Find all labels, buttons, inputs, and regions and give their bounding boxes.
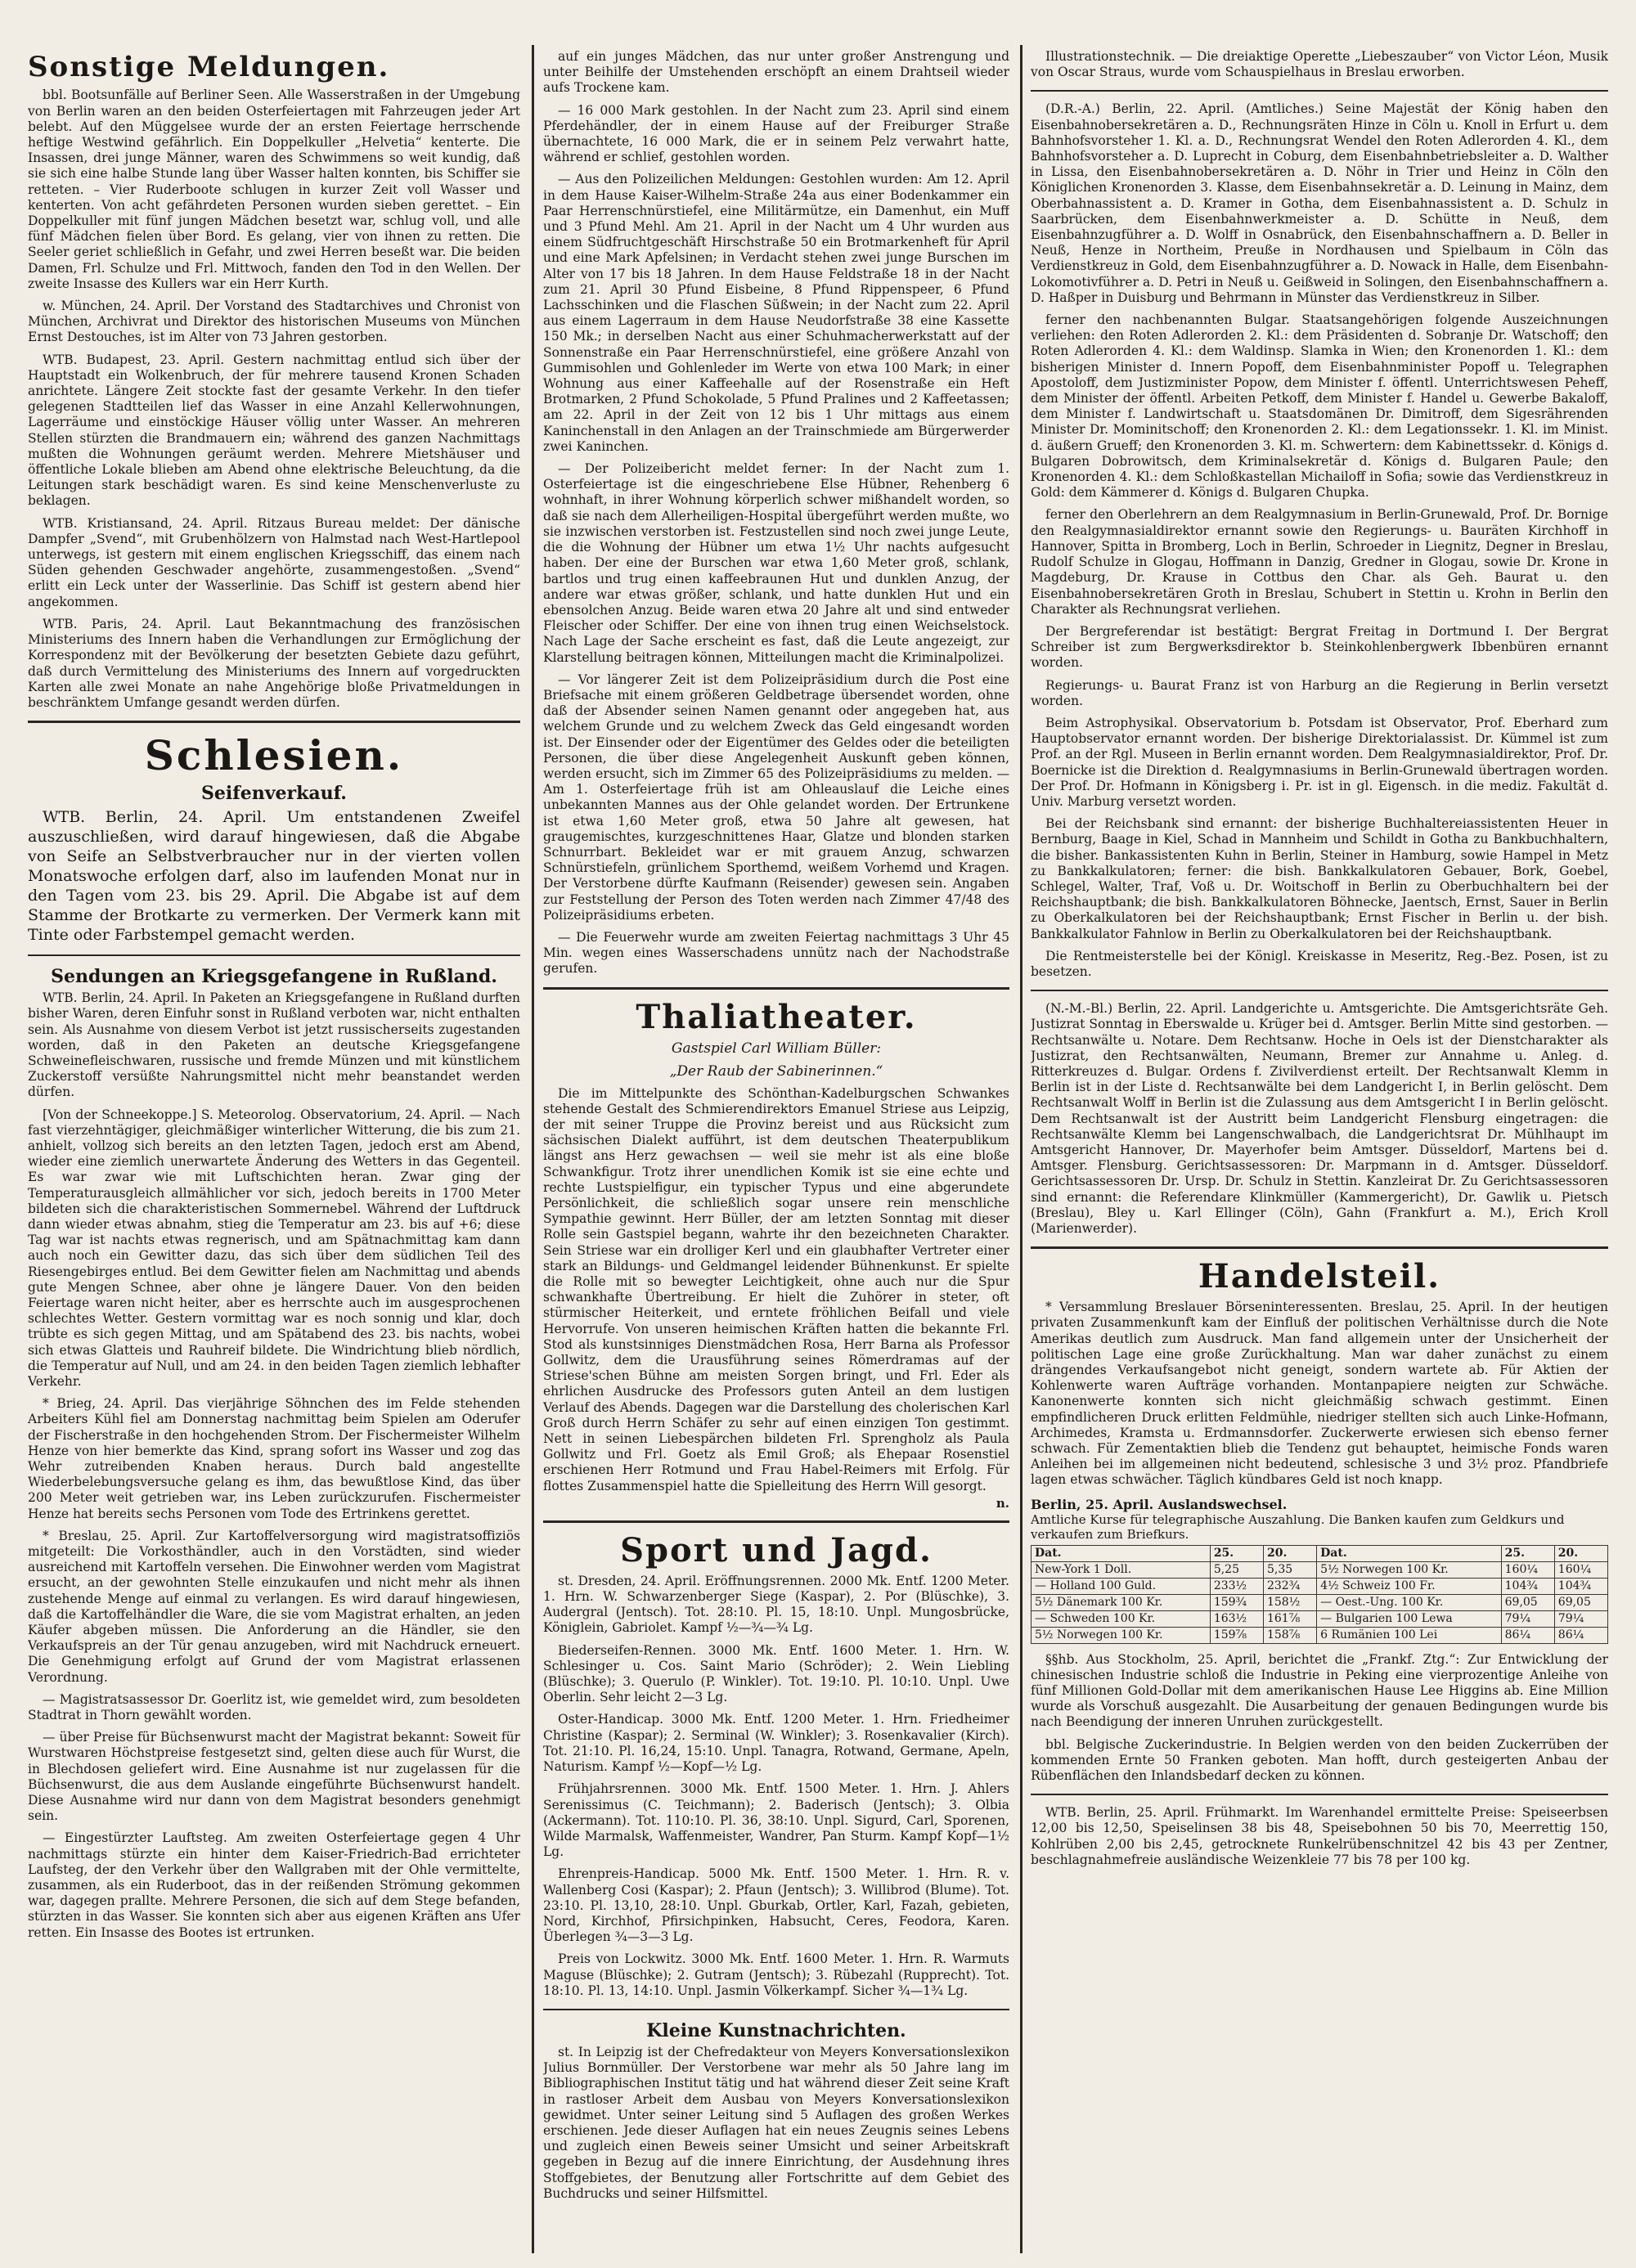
exchange-rates-table — [1031, 1545, 1608, 1644]
article: WTB. Budapest, 23. April. Gestern nachmittag entlud sich über der Hauptstadt ein Wolkenbruch, der für mehrere tausend Kronen Schaden anrichtete. Längere Zeit stockte fast der gesamte Verkehr. In den tiefer gelegenen Stadtteilen lief das Wasser in eine Anzahl Kellerwohnungen, Lagerräume und einstöckige Häuser völlig unter Wasser. An mehreren Stellen stürzten die Brandmauern ein; während des ganzen Nachmittags mußten die Wohnungen geräumt werden. Mehrere Mietshäuser und öffentliche Lokale blieben am Abend ohne elektrische Beleuchtung, da die Leitungen stark beschädigt waren. Es sind keine Menschenverluste zu beklagen. — [28, 352, 520, 509]
section-divider — [543, 1520, 1009, 1523]
table-cell: 86¼ — [1554, 1627, 1607, 1643]
column-2 — [543, 49, 1009, 2257]
author-signature: n. — [996, 1495, 1009, 1511]
race-result: Preis von Lockwitz. 3000 Mk. Entf. 1600 Meter. 1. Hrn. R. Warmuts Maguse (Blüschke); 2. Gutram (Jentsch); 3. Rübezahl (Rupprecht). Tot. 18:10. Pl. 13, 14:10. Unpl. Jasmin Völkerkampf. Sicher ¾—1¾ Lg. — [543, 1951, 1009, 1998]
article: — 16 000 Mark gestohlen. In der Nacht zum 23. April sind einem Pferdehändler, der in einem Hause auf der Freiburger Straße übernachtete, 16 000 Mark, die er in seinem Pelz verwahrt hatte, während er schlief, gestohlen worden. — [543, 102, 1009, 165]
table-cell: 163½ — [1210, 1610, 1263, 1627]
table-cell: 160¼ — [1501, 1561, 1554, 1578]
column-rule — [532, 45, 534, 2253]
article: — Eingestürzter Lauftsteg. Am zweiten Osterfeiertage gegen 4 Uhr nachmittags stürzte ein hinter dem Kaiser-Friedrich-Bad errichteter Laufsteg, der den Verkehr über den Wallgraben mit der Ohle vermittelte, zusammen, als ein Ruderboot, das in der reißenden Strömung gekommen war, dagegen prallte. Mehrere Personen, die sich auf dem Stege befanden, stürzten in das Wasser. Sie konnten sich aber aus eigenen Kräften ans Ufer retten. Ein Insasse des Bootes ist ertrunken. — [28, 1830, 520, 1940]
table-cell: 5,35 — [1263, 1561, 1316, 1578]
article: WTB. Berlin, 25. April. Frühmarkt. Im Warenhandel ermittelte Preise: Speiseerbsen 12,00 bis 12,50, Speiselinsen 38 bis 48, Speisebohnen 50 bis 70, Meerrettig 150, Kohlrüben 2,00 bis 2,45, getrocknete Runkelrübenschnitzel 42 bis 43 per Zentner, beschlagnahmefreie ausländische Weizenkleie 77 bis 78 per 100 kg. — [1031, 1805, 1608, 1867]
article: auf ein junges Mädchen, das nur unter großer Anstrengung und unter Beihilfe der Umstehenden erschöpft an einem Drahtseil wieder aufs Trockene kam. — [543, 49, 1009, 96]
table-cell: 5,25 — [1210, 1561, 1263, 1578]
table-cell: New-York 1 Doll. — [1031, 1561, 1211, 1578]
table-row — [1031, 1594, 1608, 1610]
article: * Breslau, 25. April. Zur Kartoffelversorgung wird magistratsoffiziös mitgeteilt: Die Vorkosthändler, auch in den Vorstädten, sind wieder ausreichend mit Kartoffeln versehen. Die Einwohner werden vom Magistrat ersucht, an der gewohnten Stelle einzukaufen und nicht mehr als ihnen zustehende Menge auf einmal zu verlangen. Es wird darauf hingewiesen, daß die Kartoffelhändler die Ware, die sie vom Magistrat erhalten, an jeden Käufer abgeben müssen. Die Anforderung an die Händler, sie den Verkaufspreis an der Tür genau anzugeben, wird mit Nachdruck erneuert. Die Genehmigung erfolgt auf Grund der vom Magistrat erlassenen Verordnung. — [28, 1528, 520, 1685]
article: — Der Polizeibericht meldet ferner: In der Nacht zum 1. Osterfeiertage ist die eingeschriebene Else Hübner, Rehenberg 6 wohnhaft, in ihrer Wohnung körperlich schwer mißhandelt worden, so daß sie nach dem Allerheiligen-Hospital übergeführt werden mußte, wo sie inzwischen verstorben ist. Festzustellen sind noch zwei junge Leute, die die Wohnung der Hübner um etwa 1½ Uhr nachts aufgesucht haben. Der eine der Burschen war etwa 1,60 Meter groß, schlank, bartlos und trug einen kaffeebraunen Hut und dunklen Anzug, der andere war etwas größer, schlank, und hatte dunklen Hut und ein ebensolchen Anzug. Beide waren etwa 20 Jahre alt und sind entweder Fleischer oder Schiffer. Der eine von ihnen trug einen Weichselstock. Nach Lage der Sache erscheint es fast, daß die Leute angezeigt, zur Klarstellung beitragen können, Mitteilungen macht die Kriminalpolizei. — [543, 461, 1009, 665]
thalia-play-title: „Der Raub der Sabinerinnen.“ — [669, 1062, 883, 1080]
table-cell: 5½ Dänemark 100 Kr. — [1031, 1594, 1211, 1610]
race-result: Ehrenpreis-Handicap. 5000 Mk. Entf. 1500 Meter. 1. Hrn. R. v. Wallenberg Cosi (Kaspar); 2. Pfaun (Jentsch); 3. Willibrod (Blume). Tot. 23:10. Pl. 13,10, 28:10. Unpl. Gburkab, Ortler, Karl, Fazah, gebieten, Nord, Kirchhof, Pfirsichpinken, Habsucht, Ceres, Feodora, Karen. Überlegen ¾—3—3 Lg. — [543, 1866, 1009, 1945]
article: — Vor längerer Zeit ist dem Polizeipräsidium durch die Post eine Briefsache mit einem größeren Geldbetrage übersendet worden, ohne daß der Absender seinen Namen genannt oder angegeben hat, aus welchem Grunde und zu welchem Zweck das Geld eingesandt worden ist. Der Einsender oder der Eigentümer des Geldes oder die beteiligten Personen, die über diese Angelegenheit Auskunft geben können, werden ersucht, sich im Zimmer 65 des Polizeipräsidiums zu melden. — Am 1. Osterfeiertage früh ist am Ohleauslauf die Leiche eines unbekannten Mannes aus der Ohle gelandet worden. Der Ertrunkene ist etwa 1,60 Meter groß, etwa 50 Jahre alt gewesen, hat graugemischtes, kurzgeschnittenes Haar, Glatze und blonden starken Schnurrbart. Bekleidet war er mit grauem Anzug, schwarzen Schnürstiefeln, grünlichem Sporthemd, weißem Vorhemd und Kragen. Der Verstorbene dürfte Kaufmann (Reisender) gewesen sein. Angaben zur Feststellung der Person des Toten werden nach Zimmer 47/48 des Polizeipräsidiums erbeten. — [543, 671, 1009, 923]
article: Der Bergreferendar ist bestätigt: Bergrat Freitag in Dortmund I. Der Bergrat Schreiber ist zum Bergwerksdirektor b. Steinkohlenbergwerk Ibbenbüren ernannt worden. — [1031, 623, 1608, 671]
table-row — [1031, 1578, 1608, 1594]
column-1 — [28, 49, 520, 2257]
table-cell: 104¾ — [1554, 1578, 1607, 1594]
column-header: 25. — [1210, 1545, 1263, 1561]
column-rule — [1020, 45, 1022, 2253]
article: — Aus den Polizeilichen Meldungen: Gestohlen wurden: Am 12. April in dem Hause Kaiser-Wilhelm-Straße 24a aus einer Bodenkammer ein Paar Herrenschnürstiefel, eine Militärmütze, ein Damenhut, ein Muff und 3 Pfund Mehl. Am 21. April in der Nacht um 4 Uhr wurden aus einem Südfruchtgeschäft Hirschstraße 50 ein Brotmarkenheft für April und eine Mark Apfelsinen; in Verdacht stehen zwei junge Burschen im Alter von 17 bis 18 Jahren. In dem Hause Feldstraße 18 in der Nacht zum 21. April 30 Pfund Eisbeine, 8 Pfund Rippenspeer, 6 Pfund Lachsschinken und die Flaschen Süßwein; in der Nacht zum 22. April aus einem Lagerraum in dem Hause Neudorfstraße 38 eine Kassette 150 Mk.; in derselben Nacht aus einer Schuhmacherwerkstatt auf der Sonnenstraße ein Paar Herrenschnürstiefel, eine größere Anzahl von Gummisohlen und Gohlenleder im Werte von etwa 100 Mark; in einer Wohnung aus einer Kaffeehalle auf der Rosenstraße ein Heft Brotmarken, 2 Pfund Schokolade, 5 Pfund Pralines und 2 Kaffeetassen; am 22. April in der Zeit von 12 bis 1 Uhr mittags aus einem Kaninchenstall in den Anlagen an der Trainschmiede am Bürgerwerder zwei Kaninchen. — [543, 172, 1009, 454]
table-cell: — Holland 100 Guld. — [1031, 1578, 1211, 1594]
article: ferner den nachbenannten Bulgar. Staatsangehörigen folgende Auszeichnungen verliehen: den Roten Adlerorden 2. Kl.: dem Präsidenten d. Sobranje Dr. Watschoff; den Roten Adlerorden 4. Kl.: dem Waldinsp. Slamka in Wien; den Kronenorden 1. Kl.: dem bisherigen Minister d. Innern Popoff, dem Eisenbahnminister Popoff u. Telegraphen Apostoloff, dem Justizminister Popow, dem Minister f. öffentl. Unterrichtswesen Peheff, dem Minister der öffentl. Arbeiten Petkoff, dem Minister f. Handel u. Gewerbe Bakaloff, dem Minister f. Landwirtschaft u. Staatsdomänen Dr. Dimitroff, dem Sigesrährenden Minister Dr. Mominitschoff; den Kronenorden 2. Kl.: dem Legationssekr. 1. Kl. im Minist. d. äußern Grueff; den Kronenorden 3. Kl. m. Schwertern: dem Kabinettssekr. d. Königs d. Bulgaren Dobrowitsch, dem Kriminalsekretär d. Königs d. Bulgaren Paule; den Kronenorden 4. Kl.: dem Schloßkastellan Michailoff in Sofia; sowie das Verdienstkreuz in Gold: dem Kämmerer d. Königs d. Bulgaren Chupka. — [1031, 312, 1608, 501]
table-cell: 233½ — [1210, 1578, 1263, 1594]
table-cell: 104¾ — [1501, 1578, 1554, 1594]
article: — über Preise für Büchsenwurst macht der Magistrat bekannt: Soweit für Wurstwaren Höchstpreise festgesetzt sind, gelten diese auch für Wurst, die in Blechdosen geliefert wird. Eine Ausnahme ist nur zugelassen für die Büchsenwurst, die aus dem Auslande eingeführte Büchsenwurst handelt. Diese Ausnahme wird nur dann von dem Magistrat besonders genehmigt sein. — [28, 1730, 520, 1824]
section-divider — [1031, 90, 1608, 92]
table-cell: 86¼ — [1501, 1627, 1554, 1643]
table-cell: 158⅞ — [1263, 1627, 1316, 1643]
section-divider — [28, 721, 520, 723]
table-cell: 79¼ — [1501, 1610, 1554, 1627]
table-header-row — [1031, 1545, 1608, 1561]
section-title-kunst: Kleine Kunstnachrichten. — [646, 2019, 906, 2041]
table-cell: 160¼ — [1554, 1561, 1607, 1578]
article: * Versammlung Breslauer Börseninteressenten. Breslau, 25. April. In der heutigen privaten Zusammenkunft kam der Einfluß der politischen Verhältnisse durch die Note Amerikas deutlich zum Ausdruck. Man fand allgemein unter der Unsicherheit der politischen Lage eine große Zurückhaltung. Man war daher zunächst zu einem drängendes Verkaufsangebot nicht geneigt, sondern wartete ab. Für Aktien der Kohlenwerte waren Aufträge vorhanden. Montanpapiere neigten zur Schwäche. Kanonenwerte konnten sich nicht gleichmäßig schwach gestimmt. Einen empfindlicheren Druck erlitten Feldmühle, niedriger stellten sich auch Linke-Hofmann, Archimedes, Kramsta u. Erdmannsdorfer. Zuckerwerte erwiesen sich ebenso ferner schwach. Für Zementaktien blieb die Tendenz gut behauptet, heimische Fonds waren Anleihen bei im allgemeinen nicht bedeutend, schlesische 3 und 3½ proz. Pfandbriefe lagen etwas schwächer. Täglich kündbares Geld ist noch knapp. — [1031, 1300, 1608, 1488]
section-divider — [1031, 990, 1608, 991]
section-divider — [543, 2009, 1009, 2010]
exchange-rates — [1031, 1497, 1608, 1644]
article: bbl. Belgische Zuckerindustrie. In Belgien werden von den beiden Zuckerrüben der kommenden Ernte 50 Franken geboten. Man hofft, durch gesteigerten Anbau der Rübenflächen den Inlandsbedarf decken zu können. — [1031, 1736, 1608, 1784]
table-cell: 159⅞ — [1210, 1627, 1263, 1643]
section-title-sonstige: Sonstige Meldungen. — [28, 51, 390, 83]
table-row — [1031, 1627, 1608, 1643]
article: * Brieg, 24. April. Das vierjährige Söhnchen des im Felde stehenden Arbeiters Kühl fiel am Donnerstag nachmittag beim Spielen am Oderufer der Fischerstraße in den hochgehenden Strom. Der Fischermeister Wilhelm Henze von hier bemerkte das Kind, sprang sofort ins Wasser und zog das Wehr zutreibenden Knaben heraus. Durch bald angestellte Wiederbelebungsversuche gelang es ihm, das bewußtlose Kind, das über 200 Meter weit getrieben war, ins Leben zurückzurufen. Fischermeister Henze hat bereits sechs Personen vom Tode des Ertrinkens gerettet. — [28, 1396, 520, 1521]
exchange-rates-intro: Amtliche Kurse für telegraphische Auszahlung. Die Banken kaufen zum Geldkurs und verkaufen zum Briefkurs. — [1031, 1511, 1565, 1542]
review-text: Die im Mittelpunkte des Schönthan-Kadelburgschen Schwankes stehende Gestalt des Schmierendirektors Emanuel Striese aus Leipzig, der mit seiner Truppe die Provinz bereist und aus Rücksicht zum sächsischen Dialekt aufführt, ist dem deutschen Theaterpublikum längst ans Herz gewachsen — weil sie mehr ist als eine bloße Schwankfigur. Trotz ihrer unendlichen Komik ist sie eine echte und rechte Lustspielfigur, ein typischer Typus und eine abgerundete Persönlichkeit, die schließlich sogar unsere rein menschliche Sympathie gewinnt. Herr Büller, der am letzten Sonntag mit dieser Rolle sein Gastspiel begann, wahrte ihr den bezeichneten Charakter. Sein Striese war ein drolliger Kerl und ein glaubhafter Vertreter einer stark an Bildungs- und Geldmangel leidender Bühnenkunst. Er spielte die Rolle mit so bewegter Leichtigkeit, ohne auch nur die Spur schwankhafte Übertreibung. Er hielt die Zuhörer in steter, oft stürmischer Heiterkeit, und erntete fröhlichen Beifall und viele Hervorrufe. Von unseren heimischen Kräften hatten die bekannte Frl. Stod als kunstsinniges Dienstmädchen Rosa, Herr Barna als Professor Gollwitz, dem die Urausführung seines Römerdramas auf der Striese'schen Bühne am meisten Sorgen bringt, und Frl. Eder als ehrlichen Ausdrucke des Professors guten Anteil an dem lustigen Verlauf des Abends. Dagegen war die Darstellung des cholerischen Karl Groß durch Herrn Schäfer zu sehr auf einen einzigen Ton gestimmt. Nett in seinen Liebespärchen bildeten Frl. Sprengholz als Paula Gollwitz und Frl. Goetz als Emil Groß; als Ehepaar Rosenstiel erschienen Herr Rotmund und Frau Habel-Reimers mit Erfolg. Für flottes Zusammenspiel hatte die Spielleitung des Herrn Will gesorgt. — [543, 1085, 1009, 1493]
article: WTB. Berlin, 24. April. In Paketen an Kriegsgefangene in Rußland durften bisher Waren, deren Einfuhr sonst in Rußland verboten war, nicht enthalten sein. Als Ausnahme von diesem Verbot ist jetzt russischerseits zugestanden worden, daß in den Paketen an deutsche Kriegsgefangene Schweinefleischwaren, russische und fremde Münzen und mit künstlichem Zuckerstoff versüßte Nahrungsmittel nicht mehr beanstandet werden dürfen. — [28, 990, 520, 1100]
table-cell: — Oest.-Ung. 100 Kr. — [1317, 1594, 1501, 1610]
article: §§hb. Aus Stockholm, 25. April, berichtet die „Frankf. Ztg.“: Zur Entwicklung der chinesischen Industrie schloß die Industrie in Peking eine vierprozentige Anleihe von fünf Millionen Gold-Dollar mit dem amerikanischen Hause Lee Higgins ab. Eine Million wurde als Vorschuß ausgezahlt. Die Ausarbeitung der genauen Bedingungen wurde bis nach Beendigung der inneren Unruhen zurückgestellt. — [1031, 1651, 1608, 1730]
column-header: Dat. — [1317, 1545, 1501, 1561]
article: (N.-M.-Bl.) Berlin, 22. April. Landgerichte u. Amtsgerichte. Die Amtsgerichtsräte Geh. Justizrat Sonntag in Eberswalde u. Krüger bei d. Amtsger. Berlin Mitte sind gestorben. — Rechtsanwälte u. Notare. Dem Rechtsanw. Hoche in Oels ist der Dienstcharakter als Justizrat, den Rechtsanwälten, Neumann, Bremer zur Annahme u. Anleg. d. Ritterkreuzes d. Bulgar. Ordens f. Zivilverdienst erteilt. Der Rechtsanwalt Klemm in Berlin ist in der Liste d. Rechtsanwälte bei dem Landgericht I, in Berlin gelöscht. Dem Rechtsanwalt Wolff in Berlin ist die Zulassung aus dem Amtsgericht I in Berlin gelöscht. Dem Rechtsanwalt ist der Austritt beim Landgericht Flensburg eingetragen: die Rechtsanwälte Klemm bei Langenschwalbach, die Landgerichtsrat Dr. Mühlhaupt im Amtsgericht Hannover, Dr. Mayerhofer beim Amtsger. Düsseldorf, Martens bei d. Amtsger. Flensburg. Gerichtsassessoren: Dr. Marpmann in d. Amtsger. Düsseldorf. Gerichtsassessoren Dr. Ursp. Dr. Schulz in Stettin. Kanzleirat Dr. Zu Gerichtsassessoren sind ernannt: die Referendare Klinkmüller (Kammergericht), Dr. Gawlik u. Pietsch (Breslau), Bley u. Karl Ellinger (Cöln), Gahn (Frankfurt a. M.), Erich Kroll (Marienwerder). — [1031, 1001, 1608, 1237]
table-cell: — Bulgarien 100 Lewa — [1317, 1610, 1501, 1627]
table-cell: 158½ — [1263, 1594, 1316, 1610]
section-divider — [543, 987, 1009, 990]
article: Bei der Reichsbank sind ernannt: der bisherige Buchhaltereiassistenten Heuer in Bernburg, Baage in Kiel, Schad in Mannheim und Schildt in Gotha zu Bankbuchhaltern, die bisher. Bankassistenten Kuhn in Berlin, Steiner in Hamburg, sowie Hampel in Metz zu Bankkalkulatoren; ferner: die bish. Bankkalkulatoren Gebauer, Bork, Goebel, Schlegel, Walter, Traf, Voß u. Dr. Woitschoff in Berlin zu Oberbuchhaltern bei der Reichshauptbank; die bish. Bankkalkulatoren Böhnecke, Jaentsch, Ernst, Sauer in Berlin zu Oberkalkulatoren bei der Reichshauptbank; Ernst Fischer in Berlin u. der bish. Bankkalkulator Fahnlow in Berlin zu Oberkalkulatoren bei der Reichshauptbank. — [1031, 816, 1608, 941]
subheading-kriegsgefangene: Sendungen an Kriegsgefangene in Rußland. — [51, 966, 497, 988]
section-title-thaliatheater: Thaliatheater. — [636, 997, 917, 1036]
article: Beim Astrophysikal. Observatorium b. Potsdam ist Observator, Prof. Eberhard zum Hauptobservator ernannt worden. Der bisherige Direktorialassist. Dr. Kümmel ist zum Prof. an der Rgl. Museen in Berlin ernannt worden. Dem Realgymnasialdirektor, Prof. Dr. Boernicke ist die Direktion d. Realgymnasiums in Berlin-Grunewald übertragen worden. Der Prof. Dr. Hofmann in Königsberg i. Pr. ist in gl. Eigensch. in die mediz. Fakultät d. Univ. Marburg versetzt worden. — [1031, 715, 1608, 809]
section-divider — [1031, 1246, 1608, 1249]
article: Illustrationstechnik. — Die dreiaktige Operette „Liebeszauber“ von Victor Léon, Musik von Oscar Straus, wurde vom Schauspielhaus in Breslau erworben. — [1031, 49, 1608, 80]
table-cell: 159¾ — [1210, 1594, 1263, 1610]
section-divider — [28, 954, 520, 956]
section-title-schlesien: Schlesien. — [144, 731, 404, 780]
table-cell: — Schweden 100 Kr. — [1031, 1610, 1211, 1627]
column-header: Dat. — [1031, 1545, 1211, 1561]
column-header: 20. — [1263, 1545, 1316, 1561]
article: — Die Feuerwehr wurde am zweiten Feiertag nachmittags 3 Uhr 45 Min. wegen eines Wasserschadens unnütz nach der Nachodstraße gerufen. — [543, 929, 1009, 977]
article: WTB. Kristiansand, 24. April. Ritzaus Bureau meldet: Der dänische Dampfer „Svend“, mit Grubenhölzern von Halmstad nach West-Hartlepool unterwegs, ist gestern mit einem englischen Kriegsschiff, das einem nach Süden gehenden Geschwader angehörte, zusammengestoßen. „Svend“ erlitt ein Leck unter der Wasserlinie. Das Schiff ist gestern abend hier angekommen. — [28, 515, 520, 609]
article: ferner den Oberlehrern an dem Realgymnasium in Berlin-Grunewald, Prof. Dr. Bornige den Realgymnasialdirektor ernannt sowie den Regierungs- u. Bauräten Kirchhoff in Hannover, Spitta in Bromberg, Loch in Berlin, Schroeder in Liegnitz, Degner in Breslau, Rudolf Schulze in Glogau, Hoffmann in Danzig, Gredner in Glogau, sowie Dr. Krone in Magdeburg, Dr. Krause in Cottbus den Char. als Geh. Baurat u. den Eisenbahnobersekretären Groth in Breslau, Schubert in Stettin u. Krohn in Berlin den Charakter als Rechnungsrat verliehen. — [1031, 507, 1608, 617]
article: WTB. Paris, 24. April. Laut Bekanntmachung des französischen Ministeriums des Innern haben die Verhandlungen zur Ermöglichung der Korrespondenz mit der Bevölkerung der besetzten Gebiete dazu geführt, daß durch Vermittelung des Ministeriums des Innern auf vorgedruckten Karten alle zwei Monate an nahe Angehörige bloße Privatmeldungen in beschränktem Umfange gesandt werden dürfen. — [28, 616, 520, 710]
column-header: 20. — [1554, 1545, 1607, 1561]
table-row — [1031, 1610, 1608, 1627]
article: (D.R.-A.) Berlin, 22. April. (Amtliches.) Seine Majestät der König haben den Eisenbahnobersekretären a. D., Rechnungsräten Hinze in Cöln u. Knoll in Erfurt u. dem Bahnhofsvorsteher 1. Kl. a. D., Rechnungsrat Wendel den Roten Adlerorden 4. Kl., dem Bahnhofsvorsteher a. D. Luprecht in Coburg, dem Eisenbahnbetriebsleiter a. D. Walther in Lissa, den Eisenbahnobersekretären a. D. Nöhr in Trier und Heinz in Cöln den Königlichen Kronenorden 3. Klasse, dem Eisenbahnsekretär a. D. Leinung in Mainz, dem Oberbahnassistent a. D. Kramer in Gotha, dem Eisenbahnassistent a. D. Schulz in Saarbrücken, dem Eisenbahnwerkmeister a. D. Schütte in Neuß, dem Eisenbahnzugführer a. D. Wolff in Osnabrück, den Eisenbahnschaffnern a. D. Beller in Neuß, Henze in Northeim, Preuße in Nordhausen und Spielbaum in Cöln das Verdienstkreuz in Gold, dem Eisenbahnzugführer a. D. Nowack in Halle, dem Eisenbahn-Lokomotivführer a. D. Petri in Neuß u. Geißweid in Solingen, den Eisenbahnschaffnern a. D. Haßper in Duisburg und Behrmann in Münster das Verdienstkreuz in Silber. — [1031, 101, 1608, 305]
section-divider — [1031, 1794, 1608, 1795]
race-result: Oster-Handicap. 3000 Mk. Entf. 1200 Meter. 1. Hrn. Friedheimer Christine (Kaspar); 2. Serminal (W. Winkler); 3. Rosenkavalier (Kirch). Tot. 21:10. Pl. 16,24, 15:10. Unpl. Tanagra, Rotwand, Germane, Apeln, Naturism. Kampf ½—Kopf—½ Lg. — [543, 1712, 1009, 1775]
table-cell: 161⅞ — [1263, 1610, 1316, 1627]
article: bbl. Bootsunfälle auf Berliner Seen. Alle Wasserstraßen in der Umgebung von Berlin waren an den beiden Osterfeiertagen mit Fahrzeugen jeder Art belebt. Auf den Müggelsee wurde der an ersten Feiertage herrschende heftige Westwind gefährlich. Ein Doppelkuller „Helvetia“ kenterte. Die Insassen, drei junge Männer, waren des Schwimmens so weit kundig, daß sie sich eine halbe Stunde lang über Wasser halten konnten, bis Schiffer sie retteten. – Vier Ruderboote schlugen in kurzer Zeit voll Wasser und kenterten. Von acht gefährdeten Personen wurden sieben gerettet. – Ein Doppelkuller mit fünf jungen Mädchen besetzt war, schlug voll, und alle fünf Mädchen fielen über Bord. Es gelang, vier von ihnen zu retten. Die Seeler geriet schließlich in Gefahr, und zwei Herren beseßt war. Die beiden Damen, Frl. Schulze und Frl. Mittwoch, fanden den Tod in den Wellen. Der zweite Insasse des Kullers war ein Herr Kurth. — [28, 88, 520, 291]
article: st. In Leipzig ist der Chefredakteur von Meyers Konversationslexikon Julius Bornmüller. Der Verstorbene war mehr als 50 Jahre lang im Bibliographischen Institut tätig und hat während dieser Zeit seine Kraft in rastloser Arbeit dem Ausbau von Meyers Konversationslexikon gewidmet. Unter seiner Leitung sind 5 Auflagen des großen Werkes erschienen. Jede dieser Auflagen hat ein neues Zeugnis seines Lebens und zugleich einen Beweis seiner Umsicht und seiner Arbeitskraft gegeben in Bezug auf die innere Einrichtung, der Ausdehnung ihres Stoffgebietes, der Benutzung aller Fortschritte auf dem Gebiet des Buchdrucks und seiner Hilfsmittel. — [543, 2044, 1009, 2201]
thalia-subtitle: Gastspiel Carl William Büller: — [671, 1040, 882, 1057]
table-cell: 6 Rumänien 100 Lei — [1317, 1627, 1501, 1643]
column-3 — [1031, 49, 1608, 2257]
exchange-rates-title: Berlin, 25. April. Auslandswechsel. — [1031, 1496, 1288, 1512]
article: Die Rentmeisterstelle bei der Königl. Kreiskasse in Meseritz, Reg.-Bez. Posen, ist zu besetzen. — [1031, 948, 1608, 979]
subheading-seifenverkauf: Seifenverkauf. — [201, 783, 347, 805]
article: [Von der Schneekoppe.] S. Meteorolog. Observatorium, 24. April. — Nach fast vierzehntägiger, gleichmäßiger winterlicher Witterung, die bis zum 21. anhielt, vollzog sich bereits an den letzten Tagen, jedoch erst am Abend, wieder eine ziemlich unerwartete Änderung des Wetters in das Gegenteil. Es war zwar wie mit Luftschichten heran. Zwar ging der Temperaturausgleich allmählicher vor sich, jedoch bereits in 1700 Meter bildeten sich die charakteristischen Sommernebel. Während der Luftdruck dann wieder etwas abnahm, stieg die Temperatur am 23. bis auf +6; diese Tag war ist nachts etwas regnerisch, und am Spätnachmittag kam dann auch noch ein Gewitter dazu, das sich über dem südlichen Teil des Riesengebirges entlud. Bei dem Gewitter fielen am Nachmittag und abends gute Mengen Schnee, aber ohne je längere Dauer. Von den beiden Feiertage waren nicht heiter, aber es herrschte auch im ausgesprochenen schlechtes Wetter. Gestern vormittag war es noch sonnig und klar, doch trübte es sich gegen Mittag, und am Spätabend des 23. bis nachts, wobei sich etwas Glatteis und Rauhreif bildete. Die Windrichtung blieb nördlich, die Temperatur auf Null, und am 24. in den beiden Tagen ziemlich lebhafter Verkehr. — [28, 1107, 520, 1389]
table-cell: 5½ Norwegen 100 Kr. — [1317, 1561, 1501, 1578]
table-cell: 69,05 — [1554, 1594, 1607, 1610]
article: WTB. Berlin, 24. April. Um entstandenen Zweifel auszuschließen, wird darauf hingewiesen, daß die Abgabe von Seife an Selbstverbraucher nur in der vierten vollen Monatswoche erfolgen darf, also im laufenden Monat nur in den Tagen vom 23. bis 29. April. Die Abgabe ist auf dem Stamme der Brotkarte zu vermerken. Der Vermerk kann mit Tinte oder Farbstempel gemacht werden. — [28, 808, 520, 945]
article: Regierungs- u. Baurat Franz ist von Harburg an die Regierung in Berlin versetzt worden. — [1031, 677, 1608, 708]
section-title-sport: Sport und Jagd. — [620, 1530, 933, 1570]
table-cell: 69,05 — [1501, 1594, 1554, 1610]
article: w. München, 24. April. Der Vorstand des Stadtarchives und Chronist von München, Archivrat und Direktor des historischen Museums von München Ernst Destouches, ist im Alter von 73 Jahren gestorben. — [28, 299, 520, 345]
article: — Magistratsassessor Dr. Goerlitz ist, wie gemeldet wird, zum besoldeten Stadtrat in Thorn gewählt worden. — [28, 1691, 520, 1723]
table-cell: 232¾ — [1263, 1578, 1316, 1594]
race-result: Biederseifen-Rennen. 3000 Mk. Entf. 1600 Meter. 1. Hrn. W. Schlesinger u. Cos. Saint Mario (Schröder); 2. Wein Liebling (Blüschke); 3. Querulo (P. Winkler). Tot. 19:10. Pl. 10:10. Unpl. Uwe Oberlin. Sehr leicht 2—3 Lg. — [543, 1642, 1009, 1705]
column-header: 25. — [1501, 1545, 1554, 1561]
table-cell: 5½ Norwegen 100 Kr. — [1031, 1627, 1211, 1643]
race-result: Frühjahrsrennen. 3000 Mk. Entf. 1500 Meter. 1. Hrn. J. Ahlers Serenissimus (C. Teichmann); 2. Baderisch (Jentsch); 3. Olbia (Ackermann). Tot. 110:10. Pl. 36, 38:10. Unpl. Sigurd, Carl, Sporenen, Wilde Marmalsk, Waffenmeister, Wandrer, Pan Sturm. Kampf Kopf—1½ Lg. — [543, 1781, 1009, 1860]
table-cell: 79¼ — [1554, 1610, 1607, 1627]
section-title-handelsteil: Handelsteil. — [1198, 1257, 1441, 1296]
table-row — [1031, 1561, 1608, 1578]
table-cell: 4½ Schweiz 100 Fr. — [1317, 1578, 1501, 1594]
race-result: st. Dresden, 24. April. Eröffnungsrennen. 2000 Mk. Entf. 1200 Meter. 1. Hrn. W. Schwarzenberger Siege (Kaspar), 2. Por (Blüschke), 3. Audergral (Jentsch). Tot. 28:10. Pl. 15, 18:10. Unpl. Mungosbrücke, Königlein, Gabriolet. Kampf ½—¾—¾ Lg. — [543, 1573, 1009, 1636]
